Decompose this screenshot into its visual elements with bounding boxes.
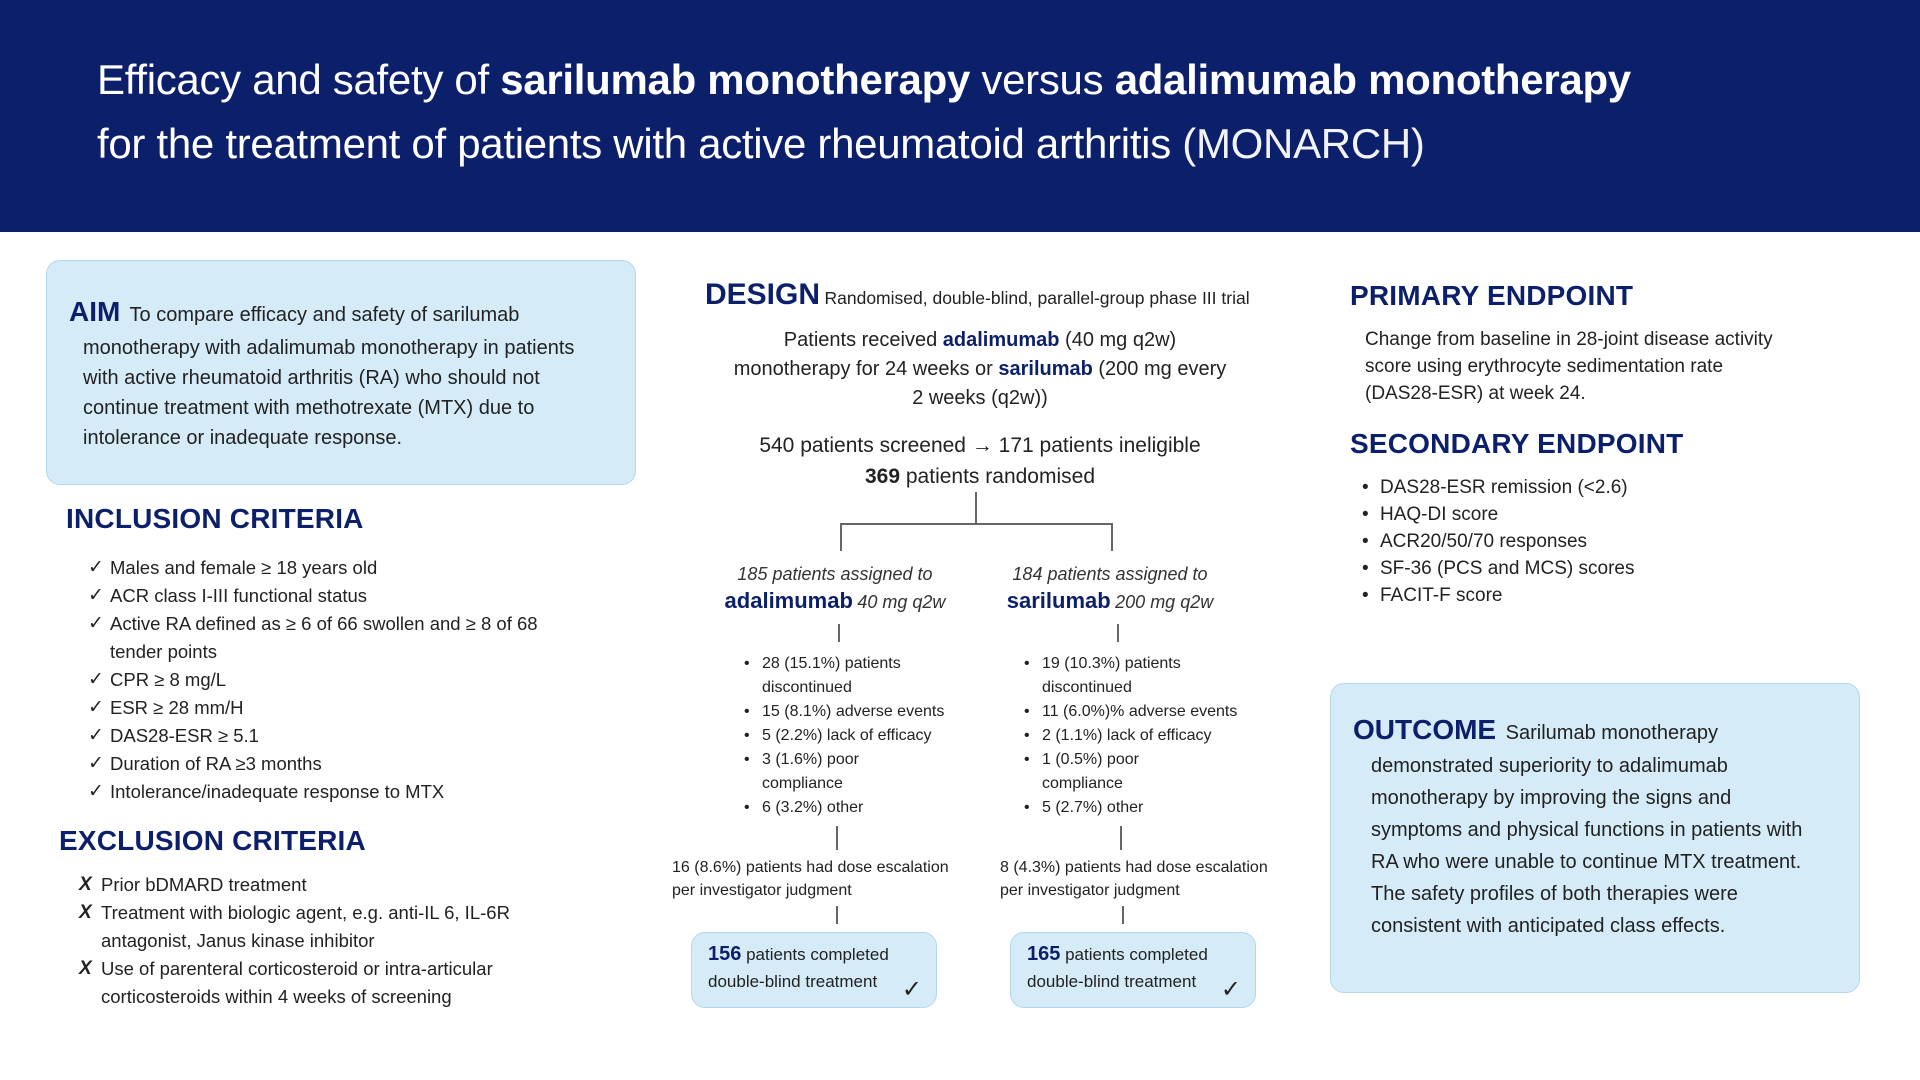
bullet-icon: • bbox=[744, 799, 750, 816]
title-text: Efficacy and safety of bbox=[97, 56, 501, 103]
discontinued-item bbox=[1022, 724, 1262, 748]
discontinued-item bbox=[742, 748, 982, 796]
adalimumab-completed-box bbox=[691, 932, 937, 1008]
bullet-icon: • bbox=[744, 655, 750, 672]
exclusion-item-text: Use of parenteral corticosteroid or intra-articular bbox=[101, 958, 493, 979]
desc-text: Patients received bbox=[783, 329, 943, 351]
discontinued-text: 5 (2.7%) other bbox=[1042, 799, 1144, 816]
exclusion-list bbox=[79, 871, 599, 1011]
bullet-icon: • bbox=[1362, 585, 1369, 606]
arm-assigned: 185 patients assigned to bbox=[737, 564, 933, 584]
bullet-icon: • bbox=[744, 703, 750, 720]
outcome-line: monotherapy by improving the signs and bbox=[1371, 787, 1732, 809]
secondary-item bbox=[1360, 501, 1760, 528]
escalation-line: per investigator judgment bbox=[672, 882, 852, 899]
randomised-line bbox=[680, 461, 1280, 492]
cross-icon: X bbox=[79, 902, 92, 923]
discontinued-text: 28 (15.1%) patients bbox=[762, 655, 901, 672]
desc-text: monotherapy for 24 weeks or bbox=[733, 358, 999, 380]
adalimumab-discontinued-list bbox=[742, 652, 982, 820]
bullet-icon: • bbox=[1024, 655, 1030, 672]
inclusion-item-text: Intolerance/inadequate response to MTX bbox=[110, 781, 445, 802]
bullet-icon: • bbox=[1024, 751, 1030, 768]
ineligible-text: 171 patients ineligible bbox=[998, 434, 1201, 457]
completed-text: double-blind treatment bbox=[1027, 972, 1197, 991]
inclusion-item-text: CPR ≥ 8 mg/L bbox=[110, 669, 227, 690]
desc-text: (40 mg q2w) bbox=[1059, 329, 1177, 351]
primary-line: score using erythrocyte sedimentation rate bbox=[1365, 356, 1724, 377]
escalation-line: 8 (4.3%) patients had dose escalation bbox=[1000, 859, 1268, 876]
discontinued-text: 6 (3.2%) other bbox=[762, 799, 864, 816]
inclusion-item-text: tender points bbox=[110, 641, 217, 662]
discontinued-text: 11 (6.0%)% adverse events bbox=[1042, 703, 1238, 720]
discontinued-text: compliance bbox=[762, 775, 843, 792]
outcome-line: demonstrated superiority to adalimumab bbox=[1371, 755, 1728, 777]
completed-text: double-blind treatment bbox=[708, 972, 878, 991]
aim-line: intolerance or inadequate response. bbox=[83, 427, 403, 449]
inclusion-list bbox=[88, 554, 608, 806]
secondary-item-text: FACIT-F score bbox=[1380, 585, 1503, 606]
title-text: versus bbox=[970, 56, 1115, 103]
design-desc-line: 2 weeks (q2w)) bbox=[912, 387, 1048, 409]
aim-line: continue treatment with methotrexate (MTX) due to bbox=[83, 397, 535, 419]
discontinued-item bbox=[742, 700, 982, 724]
randomised-number: 369 bbox=[865, 465, 901, 488]
flow-line bbox=[836, 826, 838, 850]
inclusion-item bbox=[88, 666, 608, 694]
bullet-icon: • bbox=[744, 727, 750, 744]
discontinued-text: 19 (10.3%) patients bbox=[1042, 655, 1181, 672]
aim-text: To compare efficacy and safety of sarilumab bbox=[129, 304, 520, 326]
title-trial-name: (MONARCH) bbox=[1182, 120, 1425, 167]
discontinued-text: discontinued bbox=[762, 679, 852, 696]
discontinued-item bbox=[1022, 652, 1262, 700]
arm-drug: sarilumab bbox=[1006, 588, 1111, 613]
secondary-item-text: ACR20/50/70 responses bbox=[1380, 531, 1588, 552]
screening-line bbox=[680, 430, 1280, 461]
arm-dose: 200 mg q2w bbox=[1115, 592, 1214, 612]
secondary-endpoint-title: SECONDARY ENDPOINT bbox=[1350, 428, 1684, 459]
arm-dose: 40 mg q2w bbox=[857, 592, 946, 612]
secondary-item bbox=[1360, 474, 1760, 501]
inclusion-item-text: Males and female ≥ 18 years old bbox=[110, 557, 378, 578]
adalimumab-arm-header bbox=[700, 560, 970, 614]
outcome-label: OUTCOME bbox=[1353, 714, 1497, 745]
outcome-line: RA who were unable to continue MTX treatment. bbox=[1371, 851, 1802, 873]
inclusion-item-text: DAS28-ESR ≥ 5.1 bbox=[110, 725, 259, 746]
bullet-icon: • bbox=[1362, 558, 1369, 579]
randomised-text: patients randomised bbox=[900, 465, 1095, 488]
inclusion-item bbox=[88, 694, 608, 722]
discontinued-text: 5 (2.2%) lack of efficacy bbox=[762, 727, 932, 744]
flow-line bbox=[836, 906, 838, 924]
outcome-body bbox=[1371, 750, 1802, 942]
aim-panel bbox=[46, 260, 636, 485]
bullet-icon: • bbox=[744, 751, 750, 768]
exclusion-item-text: Treatment with biologic agent, e.g. anti-IL 6, IL-6R bbox=[101, 902, 510, 923]
inclusion-item bbox=[88, 750, 608, 778]
completed-number: 165 bbox=[1027, 943, 1061, 965]
inclusion-item-text: ACR class I-III functional status bbox=[110, 585, 368, 606]
discontinued-item bbox=[742, 796, 982, 820]
completed-text: patients completed bbox=[1060, 945, 1208, 964]
discontinued-item bbox=[1022, 700, 1262, 724]
discontinued-item bbox=[1022, 748, 1262, 796]
primary-endpoint-text bbox=[1365, 326, 1773, 407]
check-icon: ✓ bbox=[88, 557, 104, 578]
bullet-icon: • bbox=[1362, 477, 1369, 498]
design-desc-line bbox=[680, 326, 1280, 355]
secondary-item bbox=[1360, 582, 1760, 609]
outcome-first-line bbox=[1353, 714, 1718, 749]
title-adalimumab: adalimumab monotherapy bbox=[1114, 56, 1631, 103]
flow-line bbox=[1120, 826, 1122, 850]
discontinued-text: 1 (0.5%) poor bbox=[1042, 751, 1139, 768]
arm-assigned: 184 patients assigned to bbox=[1012, 564, 1208, 584]
exclusion-item-text: antagonist, Janus kinase inhibitor bbox=[101, 930, 375, 951]
inclusion-item-text: ESR ≥ 28 mm/H bbox=[110, 697, 244, 718]
desc-text: (200 mg every bbox=[1092, 358, 1227, 380]
sarilumab-discontinued-list bbox=[1022, 652, 1262, 820]
inclusion-item bbox=[88, 554, 608, 582]
primary-line: Change from baseline in 28-joint disease activity bbox=[1365, 329, 1773, 350]
inclusion-item bbox=[88, 582, 608, 610]
check-icon: ✓ bbox=[88, 697, 104, 718]
design-subtitle: Randomised, double-blind, parallel-group phase III trial bbox=[824, 288, 1250, 308]
design-heading bbox=[705, 278, 1250, 312]
secondary-item bbox=[1360, 528, 1760, 555]
discontinued-item bbox=[1022, 796, 1262, 820]
aim-first-line bbox=[69, 297, 519, 330]
discontinued-item bbox=[742, 724, 982, 748]
check-icon: ✓ bbox=[88, 613, 104, 634]
aim-line: monotherapy with adalimumab monotherapy in patients bbox=[83, 337, 575, 359]
title-line-1 bbox=[97, 56, 1631, 104]
flow-line bbox=[1117, 624, 1119, 642]
exclusion-item bbox=[79, 899, 599, 955]
cross-icon: X bbox=[79, 958, 92, 979]
discontinued-text: compliance bbox=[1042, 775, 1123, 792]
flow-line bbox=[840, 523, 842, 551]
flow-line bbox=[975, 492, 977, 524]
design-desc-line bbox=[680, 355, 1280, 384]
exclusion-item bbox=[79, 955, 599, 1011]
secondary-endpoint-list bbox=[1360, 474, 1760, 609]
bullet-icon: • bbox=[1024, 727, 1030, 744]
check-icon: ✓ bbox=[88, 725, 104, 746]
inclusion-item bbox=[88, 610, 608, 666]
outcome-line: symptoms and physical functions in patients with bbox=[1371, 819, 1803, 841]
arrow-right-icon: → bbox=[971, 434, 993, 457]
check-icon: ✓ bbox=[901, 976, 922, 1003]
title-line-2 bbox=[97, 120, 1425, 168]
bullet-icon: • bbox=[1024, 703, 1030, 720]
exclusion-item-text: corticosteroids within 4 weeks of screening bbox=[101, 986, 452, 1007]
title-text: for the treatment of patients with active rheumatoid arthritis bbox=[97, 120, 1183, 167]
secondary-item bbox=[1360, 555, 1760, 582]
sarilumab-completed-box bbox=[1010, 932, 1256, 1008]
inclusion-item-text: Duration of RA ≥3 months bbox=[110, 753, 322, 774]
bullet-icon: • bbox=[1362, 504, 1369, 525]
flow-line bbox=[840, 523, 1112, 525]
desc-drug: adalimumab bbox=[942, 329, 1060, 351]
design-description bbox=[680, 326, 1280, 413]
outcome-text: Sarilumab monotherapy bbox=[1505, 722, 1719, 744]
screening-block bbox=[680, 430, 1280, 492]
title-sarilumab: sarilumab monotherapy bbox=[500, 56, 971, 103]
discontinued-text: 15 (8.1%) adverse events bbox=[762, 703, 945, 720]
secondary-item-text: DAS28-ESR remission (<2.6) bbox=[1380, 477, 1628, 498]
screened-text: 540 patients screened bbox=[759, 434, 966, 457]
desc-drug: sarilumab bbox=[998, 358, 1093, 380]
check-icon: ✓ bbox=[88, 753, 104, 774]
completed-number: 156 bbox=[708, 943, 742, 965]
flow-line bbox=[1111, 523, 1113, 551]
discontinued-text: discontinued bbox=[1042, 679, 1132, 696]
primary-line: (DAS28-ESR) at week 24. bbox=[1365, 383, 1586, 404]
check-icon: ✓ bbox=[88, 669, 104, 690]
aim-label: AIM bbox=[69, 296, 121, 327]
inclusion-title: INCLUSION CRITERIA bbox=[66, 503, 364, 534]
aim-line: with active rheumatoid arthritis (RA) who should not bbox=[83, 367, 540, 389]
escalation-line: per investigator judgment bbox=[1000, 882, 1180, 899]
check-icon: ✓ bbox=[88, 585, 104, 606]
exclusion-item-text: Prior bDMARD treatment bbox=[101, 874, 307, 895]
inclusion-item-text: Active RA defined as ≥ 6 of 66 swollen and ≥ 8 of 68 bbox=[110, 613, 538, 634]
sarilumab-arm-header bbox=[975, 560, 1245, 614]
inclusion-item bbox=[88, 778, 608, 806]
primary-endpoint-title: PRIMARY ENDPOINT bbox=[1350, 280, 1634, 311]
exclusion-item bbox=[79, 871, 599, 899]
flow-line bbox=[838, 624, 840, 642]
aim-body bbox=[83, 333, 574, 453]
adalimumab-escalation bbox=[672, 856, 972, 902]
cross-icon: X bbox=[79, 874, 92, 895]
secondary-item-text: SF-36 (PCS and MCS) scores bbox=[1380, 558, 1635, 579]
header-banner bbox=[0, 0, 1920, 232]
completed-text: patients completed bbox=[741, 945, 889, 964]
escalation-line: 16 (8.6%) patients had dose escalation bbox=[672, 859, 949, 876]
design-label: DESIGN bbox=[705, 278, 821, 311]
outcome-panel bbox=[1330, 683, 1860, 993]
discontinued-text: 2 (1.1%) lack of efficacy bbox=[1042, 727, 1212, 744]
check-icon: ✓ bbox=[1220, 976, 1241, 1003]
bullet-icon: • bbox=[1024, 799, 1030, 816]
check-icon: ✓ bbox=[88, 781, 104, 802]
discontinued-item bbox=[742, 652, 982, 700]
bullet-icon: • bbox=[1362, 531, 1369, 552]
flow-line bbox=[1122, 906, 1124, 924]
outcome-line: consistent with anticipated class effects. bbox=[1371, 915, 1726, 937]
sarilumab-escalation bbox=[1000, 856, 1300, 902]
exclusion-title: EXCLUSION CRITERIA bbox=[59, 825, 366, 856]
secondary-item-text: HAQ-DI score bbox=[1380, 504, 1499, 525]
outcome-line: The safety profiles of both therapies were bbox=[1371, 883, 1738, 905]
inclusion-item bbox=[88, 722, 608, 750]
discontinued-text: 3 (1.6%) poor bbox=[762, 751, 859, 768]
arm-drug: adalimumab bbox=[724, 588, 853, 613]
